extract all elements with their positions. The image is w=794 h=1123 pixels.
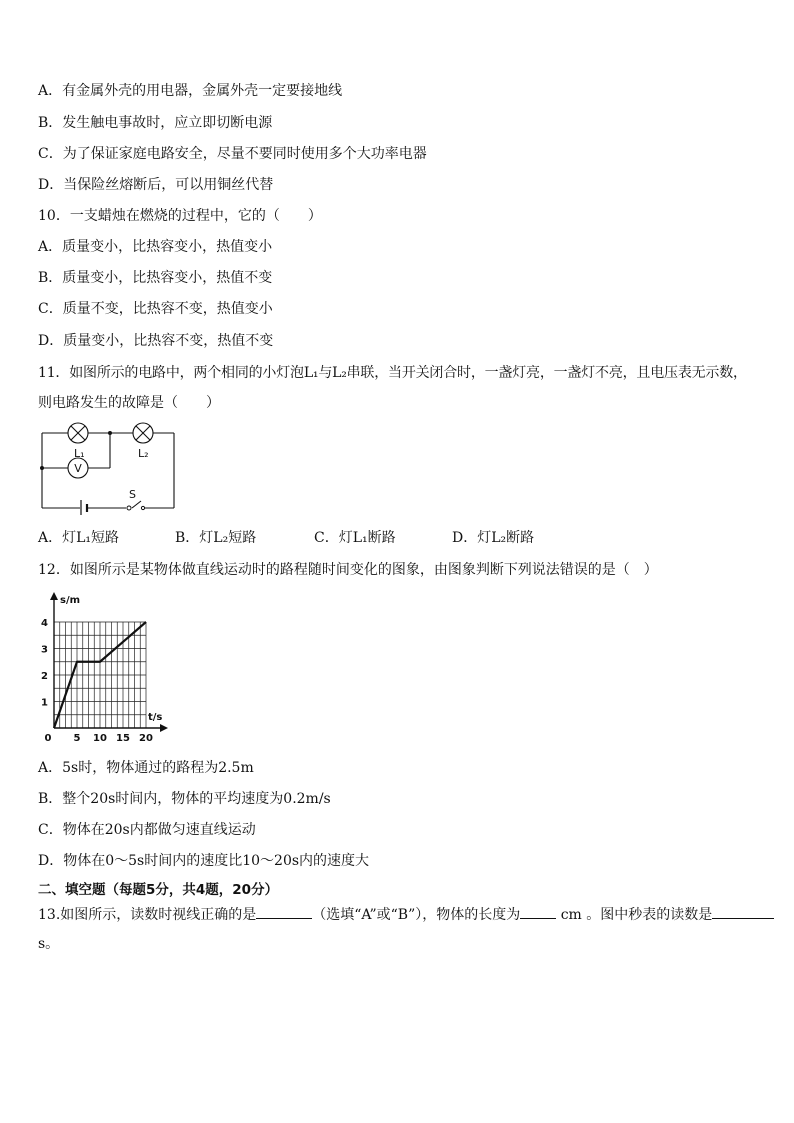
q9-option-a: A．有金属外壳的用电器，金属外壳一定要接地线	[38, 83, 343, 99]
voltmeter-label: V	[74, 462, 82, 475]
q12-option-c: C．物体在20s内都做匀速直线运动	[38, 822, 256, 838]
q12-distance-time-chart	[36, 590, 176, 742]
switch-label: S	[129, 488, 136, 501]
q10-option-a: A．质量变小，比热容变小，热值变小	[38, 239, 273, 255]
switch-blade	[132, 501, 141, 508]
q12-option-d: D．物体在0～5s时间内的速度比10～20s内的速度大	[38, 853, 370, 869]
q12-option-a: A．5s时，物体通过的路程为2.5m	[38, 760, 254, 776]
lamp-l1-icon	[68, 423, 88, 443]
y-tick-label: 4	[41, 618, 48, 629]
q13-text-1: 13.如图所示，读数时视线正确的是	[38, 907, 257, 923]
q13-line1	[38, 904, 774, 925]
y-tick-label: 2	[41, 671, 48, 682]
q11-option-a: A．灯L₁短路	[38, 530, 120, 546]
q10-option-c: C．质量不变，比热容不变，热值变小	[38, 301, 273, 317]
x-axis-arrow	[160, 724, 168, 732]
x-tick-label: 5	[73, 733, 81, 742]
q11-option-c: C．灯L₁断路	[314, 530, 396, 546]
q11-stem-line2: 则电路发生的故障是（ ）	[38, 395, 220, 411]
x-tick-label: 15	[116, 733, 130, 742]
q11-circuit-diagram	[36, 420, 181, 515]
q11-stem-line1: 11．如图所示的电路中，两个相同的小灯泡L₁与L₂串联，当开关闭合时，一盏灯亮，一盏灯不亮，且电压表无示数，	[38, 365, 747, 381]
q11-option-b: B．灯L₂短路	[175, 530, 257, 546]
q13-blank-2[interactable]	[520, 904, 556, 919]
q13-text-2: （选填“A”或“B”），物体的长度为	[312, 907, 521, 923]
battery-icon	[81, 500, 87, 515]
q13-blank-1[interactable]	[256, 904, 312, 919]
q10-option-b: B．质量变小，比热容变小，热值不变	[38, 270, 273, 286]
section2-title: 二、填空题（每题5分，共4题，20分）	[38, 882, 279, 898]
junction-dot-left	[40, 466, 44, 470]
lamp-l2-icon	[133, 423, 153, 443]
lamp-l1-label: L₁	[74, 447, 85, 460]
q13-text-4: s。	[38, 936, 60, 952]
lamp-l2-label: L₂	[138, 447, 149, 460]
q9-option-d: D．当保险丝熔断后，可以用铜丝代替	[38, 177, 274, 193]
q9-option-c: C．为了保证家庭电路安全，尽量不要同时使用多个大功率电器	[38, 146, 427, 162]
y-axis-arrow	[50, 592, 58, 600]
q10-option-d: D．质量变小，比热容不变，热值不变	[38, 333, 274, 349]
y-axis-label: s/m	[60, 595, 81, 606]
y-tick-label: 3	[41, 644, 48, 656]
q13-blank-3[interactable]	[712, 904, 774, 919]
y-tick-label: 1	[41, 697, 48, 709]
q9-option-b: B．发生触电事故时，应立即切断电源	[38, 115, 273, 131]
q11-option-d: D．灯L₂断路	[452, 530, 535, 546]
q13-text-3: cm 。图中秒表的读数是	[560, 907, 713, 923]
q12-option-b: B．整个20s时间内，物体的平均速度为0.2m/s	[38, 791, 331, 807]
q10-stem: 10．一支蜡烛在燃烧的过程中，它的（ ）	[38, 208, 322, 224]
q12-stem: 12．如图所示是某物体做直线运动时的路程随时间变化的图象，由图象判断下列说法错误的是（ ）	[38, 562, 658, 578]
origin-label: 0	[44, 733, 52, 742]
switch-contact-right	[141, 506, 144, 509]
junction-dot-top	[108, 431, 112, 435]
switch-contact-left	[127, 506, 131, 510]
x-tick-label: 20	[139, 733, 153, 742]
x-axis-label: t/s	[148, 712, 163, 723]
x-tick-label: 10	[93, 733, 107, 742]
